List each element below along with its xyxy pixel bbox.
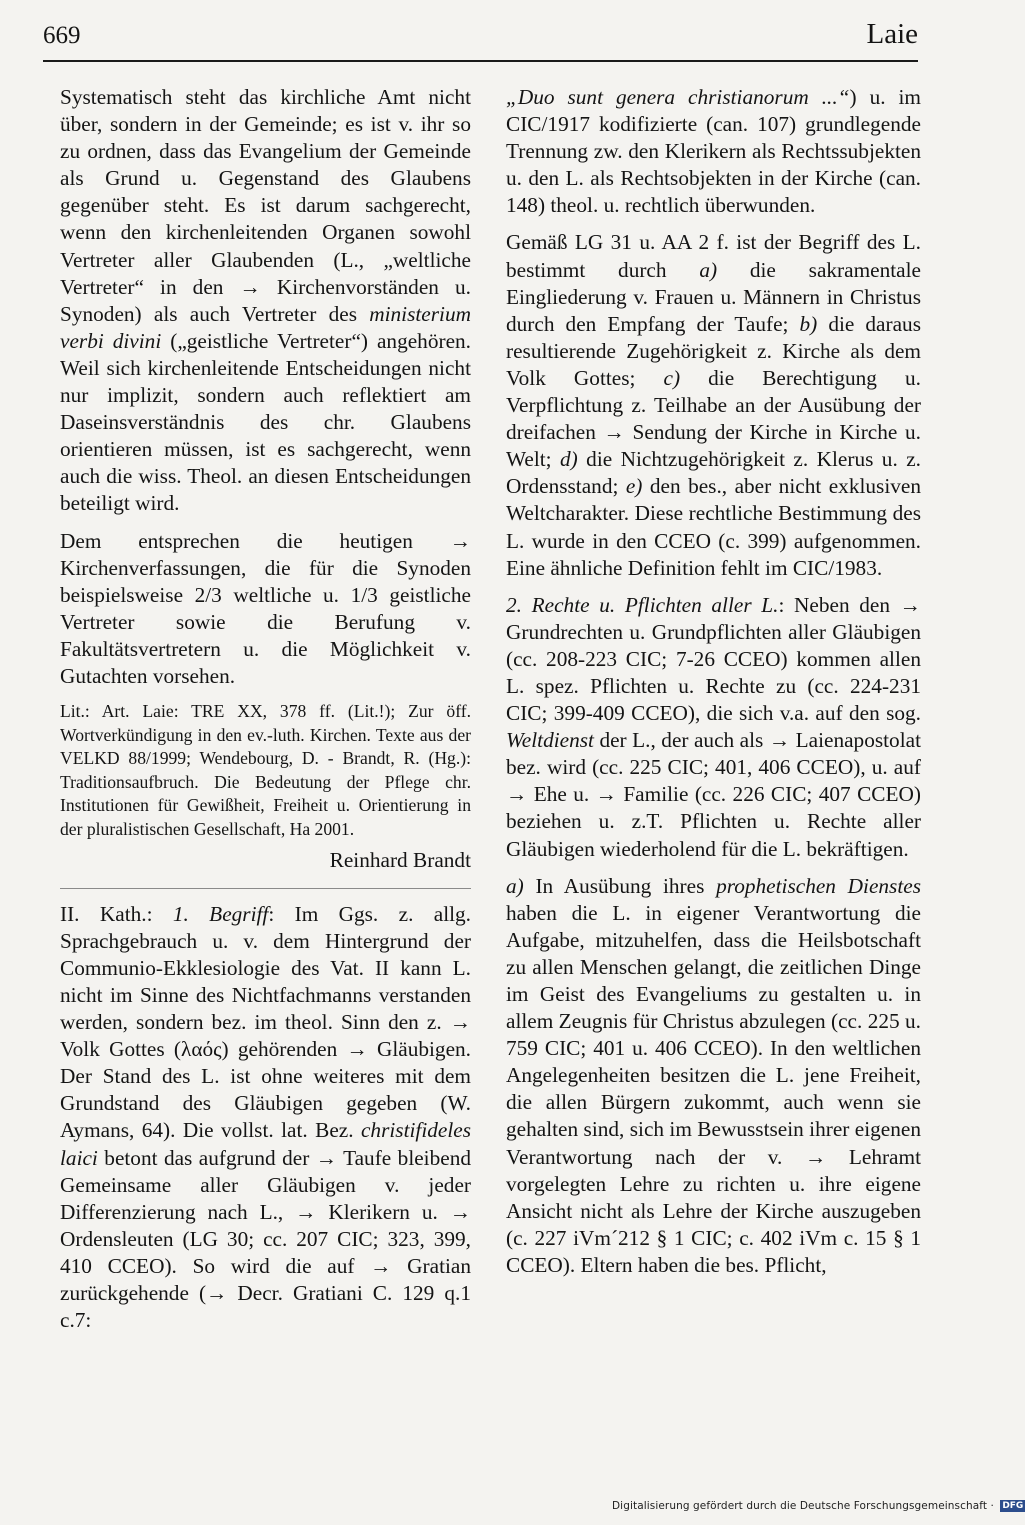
italic-run: 1. Begriff [172, 901, 269, 926]
text-run: II. Kath.: [60, 901, 173, 926]
italic-run: c) [663, 365, 681, 390]
paragraph [60, 901, 471, 1335]
text-run: : Neben den → Grundrechten u. Grundpflichten aller Gläubigen (cc. 208-223 CIC; 7-26 CCEO) kommen allen L. spez. Pflichten u. Rechte zu (cc. 224-231 CIC; 399-409 CCEO), die sich v.a. auf den sog. [506, 592, 921, 726]
italic-run: prophetischen Dienstes [716, 873, 921, 898]
paragraph [506, 873, 921, 1279]
text-run: : Im Ggs. z. allg. Sprachgebrauch u. v. dem Hintergrund der Communio-Ekklesiologie des Vat. II kann L. nicht im Sinne des Nichtfachmanns verstanden werden, sondern bez. im theol. Sinn den z. → Volk Gottes (λαός) gehörenden → Gläubigen. Der Stand des L. ist ohne weiteres mit dem Grundstand des Gläubigen gegeben (W. Aymans, 64). Die vollst. lat. Bez. [60, 901, 471, 1143]
text-run: die Nichtzugehörigkeit z. Klerus u. z. Ordensstand; [506, 447, 921, 499]
italic-run: ministerium verbi divini [60, 301, 471, 353]
paragraph [506, 229, 921, 581]
text-run: Gemäß LG 31 u. AA 2 f. ist der Begriff des L. bestimmt durch [506, 230, 921, 282]
digitization-footer [612, 1500, 1024, 1512]
paragraph [506, 84, 921, 219]
text-run: den bes., aber nicht exklusiven Weltcharakter. Diese rechtliche Bestimmung des L. wurde in den CCEO (c. 399) aufgenommen. Eine ähnliche Definition fehlt im CIC/1983. [506, 474, 921, 580]
text-run: die daraus resultierende Zugehörigkeit z. Kirche als dem Volk Gottes; [506, 311, 921, 390]
italic-run: e) [625, 474, 643, 499]
left-column [60, 84, 471, 1344]
italic-run: d) [560, 447, 578, 472]
italic-run: Weltdienst [506, 728, 594, 753]
author-signature: Reinhard Brandt [329, 847, 471, 872]
dfg-logo: DFG [1002, 1501, 1024, 1511]
paragraph [60, 84, 471, 518]
footer-credit: Digitalisierung gefördert durch die Deutsche Forschungsgemeinschaft · [612, 1500, 994, 1512]
paragraph [506, 592, 921, 863]
paragraph [60, 528, 471, 691]
text-run: haben die L. in eigener Verantwortung die Aufgabe, mitzuhelfen, dass die Heilsbotschaft zu allen Menschen gelangt, die zeitlichen Dinge im Geist des Evangeliums zu gestalten u. in allem Zeugnis für Christus abzulegen (cc. 225 u. 759 CIC; 401 u. 406 CCEO). In den weltlichen Angelegenheiten besitzen die L. jene Freiheit, die allen Bürgern zukommt, auch wenn sie gehalten sind, sich im Bewusstsein ihrer eigenen Verantwortung nach der v. → Lehramt vorgelegten Lehre zu richten u. ihre eigene Ansicht nicht als Lehre der Kirche auszugeben (c. 227 iVm´212 § 1 CIC; c. 402 iVm c. 15 § 1 CCEO). Eltern haben die bes. Pflicht, [506, 900, 921, 1277]
text-run: ) u. im CIC/1917 kodifizierte (can. 107) grundlegende Trennung zw. den Klerikern als Rechtssubjekten u. den L. als Rechtsobjekten in der Kirche (can. 148) theol. u. rechtlich überwunden. [506, 85, 922, 218]
text-run: In Ausübung ihres [523, 873, 717, 898]
italic-run: a) [699, 257, 718, 282]
italic-run: „Duo sunt genera christianorum ...“ [506, 85, 850, 109]
page-header [43, 18, 918, 62]
italic-run: christifideles laici [60, 1118, 471, 1170]
text-run: die sakramentale Eingliederung v. Frauen u. Männern in Christus durch den Empfang der Taufe; [506, 257, 921, 336]
running-head: Laie [866, 18, 918, 50]
text-run: Systematisch steht das kirchliche Amt nicht über, sondern in der Gemeinde; es ist v. ihr so zu ordnen, dass das Evangelium der Gemeinde als Grund u. Gegenstand des Glaubens gegenüber steht. Es ist darum sachgerecht, wenn den kirchenleitenden Organen sowohl Vertreter aller Glaubenden (L., „weltliche Vertreter“ in den → Kirchenvorständen u. Synoden) als auch Vertreter des [60, 85, 471, 326]
right-column [506, 84, 921, 1289]
text-run: Dem entsprechen die heutigen → Kirchenverfassungen, die für die Synoden beispielsweise 2/3 weltliche u. 1/3 geistliche Vertreter sowie die Berufung v. Fakultätsvertretern u. die Möglichkeit v. Gutachten vorsehen. [60, 528, 471, 688]
text-run: Lit.: Art. Laie: TRE XX, 378 ff. (Lit.!); Zur öff. Wortverkündigung in den ev.-luth. Kirchen. Texte aus der VELKD 88/1999; Wendebourg, D. - Brandt, R. (Hg.): Traditionsaufbruch. Die Bedeutung der Pflege chr. Institutionen für Gewißheit, Freiheit u. Orientierung in der pluralistischen Gesellschaft, Ha 2001. [60, 701, 471, 840]
italic-run: 2. Rechte u. Pflichten aller L. [506, 592, 779, 617]
literature-references [60, 700, 471, 842]
header-rule [43, 60, 918, 62]
section-separator [60, 888, 471, 889]
italic-run: a) [506, 873, 524, 898]
text-run: der L., der auch als → Laienapostolat bez. wird (cc. 225 CIC; 401, 406 CCEO), u. auf → Ehe u. → Familie (cc. 226 CIC; 407 CCEO) beziehen u. z.T. Pflichten u. Rechte aller Gläubigen wiederholend für die L. bekräftigen. [506, 728, 921, 861]
text-run: („geistliche Vertreter“) angehören. Weil sich kirchenleitende Entscheidungen nicht nur implizit, sondern auch reflektiert am Daseinsverständnis des chr. Glaubens orientieren müssen, ist es sachgerecht, wenn auch die wiss. Theol. an diesen Entscheidungen beteiligt wird. [60, 328, 471, 516]
text-run: betont das aufgrund der → Taufe bleibend Gemeinsame aller Gläubigen v. jeder Differenzierung nach L., → Klerikern u. → Ordensleuten (LG 30; cc. 207 CIC; 323, 399, 410 CCEO). So wird die auf → Gratian zurückgehende (→ Decr. Gratiani C. 129 q.1 c.7: [60, 1145, 471, 1333]
page-number: 669 [43, 22, 81, 49]
italic-run: b) [799, 311, 818, 336]
text-run: die Berechtigung u. Verpflichtung z. Teilhabe an der Ausübung der dreifachen → Sendung der Kirche in Kirche u. Welt; [506, 365, 921, 472]
